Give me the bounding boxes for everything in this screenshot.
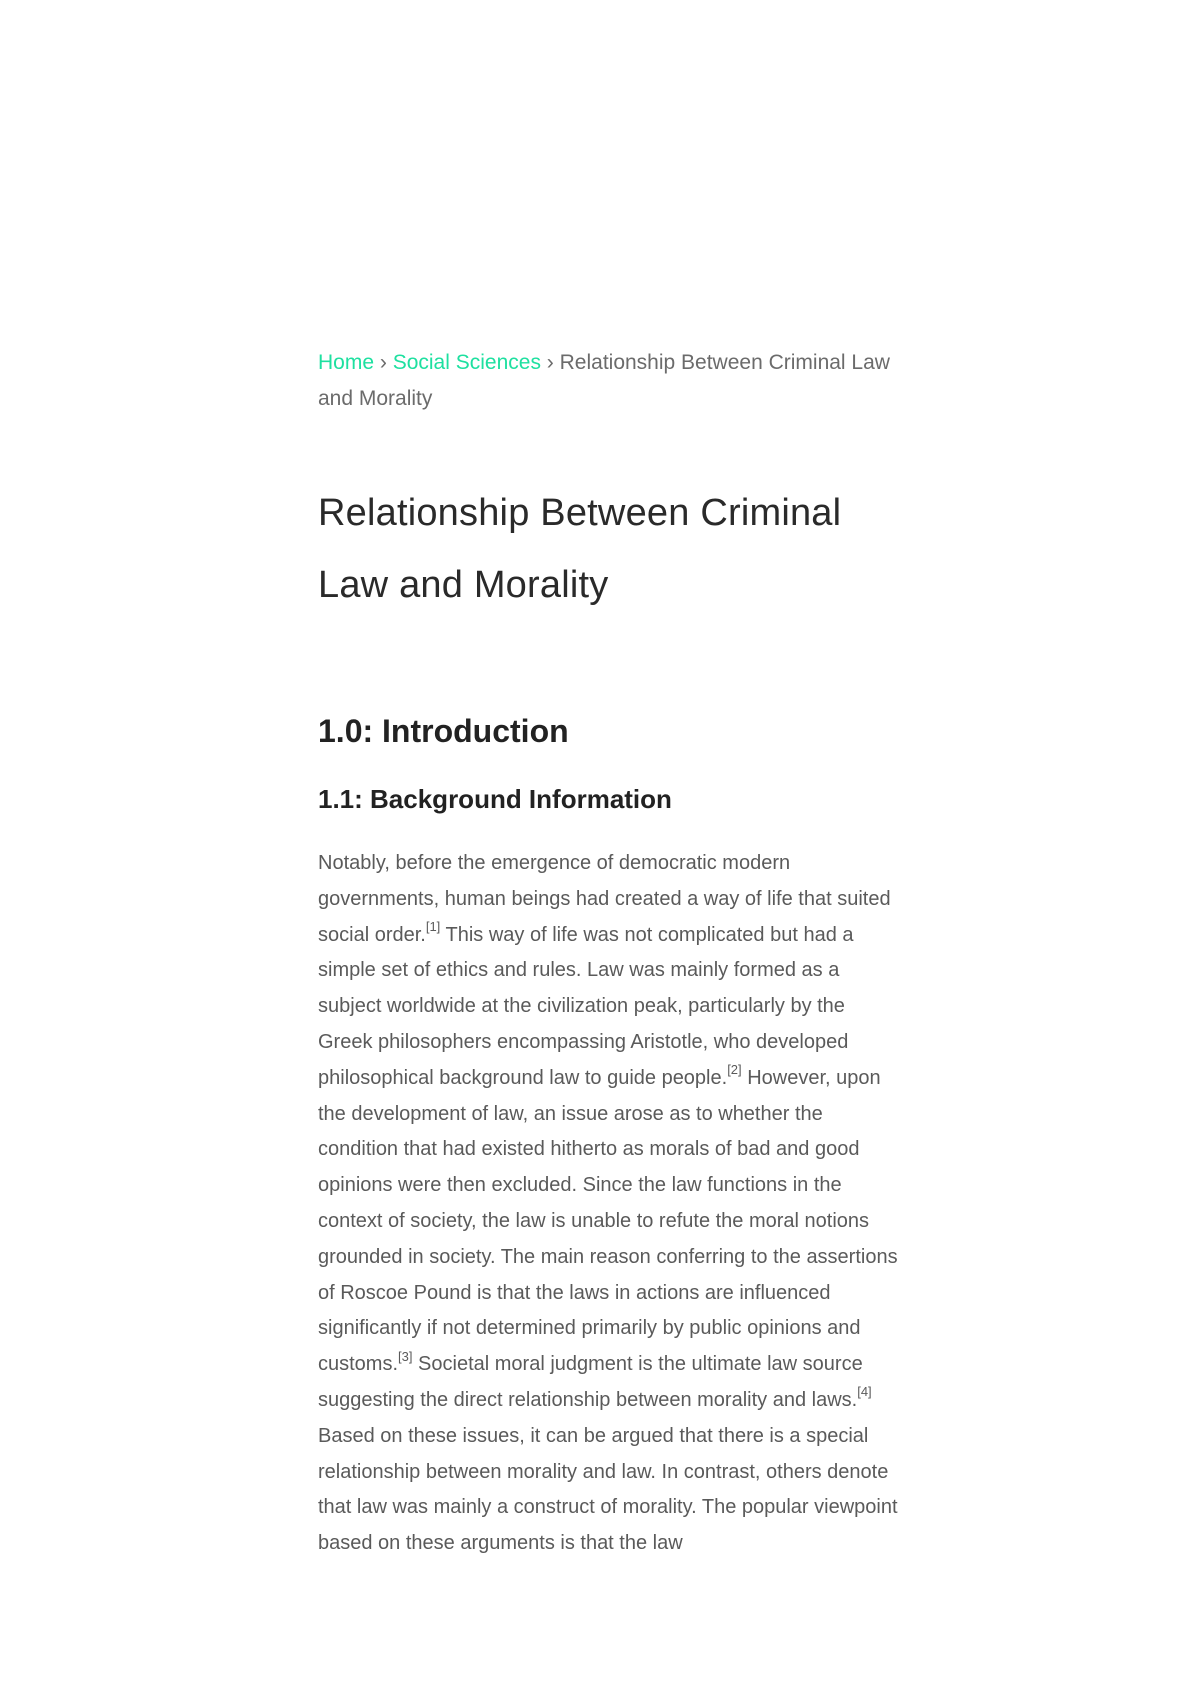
intro-paragraph: [318, 846, 898, 1562]
paragraph-text: However, upon the development of law, an issue arose as to whether the condition that had existed hitherto as morals of bad and good opinions were then excluded. Since the law functions in the context of society, the law is unable to refute the moral notions grounded in society. The main reason conferring to the assertions of Roscoe Pound is that the laws in actions are influenced significantly if not determined primarily by public opinions and customs.: [318, 1066, 898, 1376]
article: [318, 345, 898, 1562]
breadcrumb-separator: ›: [379, 351, 393, 374]
footnote-ref-1[interactable]: [1]: [425, 918, 441, 934]
section-heading-introduction: 1.0: Introduction: [318, 713, 569, 749]
breadcrumb-category-link[interactable]: Social Sciences: [392, 351, 541, 374]
footnote-ref-3[interactable]: [3]: [398, 1348, 413, 1364]
paragraph-text: This way of life was not complicated but had a simple set of ethics and rules. Law was mainly formed as a subject worldwide at the civilization peak, particularly by the Greek philosophers encompassing Aristotle, who developed philosophical background law to guide people.: [318, 923, 854, 1089]
breadcrumb-separator: ›: [546, 351, 560, 374]
footnote-ref-2[interactable]: [2]: [727, 1062, 742, 1078]
paragraph-text: Based on these issues, it can be argued that there is a special relationship between morality and law. In contrast, others denote that law was mainly a construct of morality. The popular viewpoint based on these arguments is that the law: [318, 1424, 898, 1555]
breadcrumb: [318, 345, 898, 417]
page-title: Relationship Between Criminal Law and Morality: [318, 492, 842, 606]
paragraph-text: Notably, before the emergence of democratic modern governments, human beings had created a way of life that suited social order.: [318, 852, 891, 946]
subsection-heading-background: 1.1: Background Information: [318, 784, 672, 814]
paragraph-text: Societal moral judgment is the ultimate law source suggesting the direct relationship between morality and laws.: [318, 1353, 863, 1411]
breadcrumb-home-link[interactable]: Home: [318, 351, 375, 374]
breadcrumb-current: Relationship Between Criminal Law and Morality: [318, 351, 890, 410]
footnote-ref-4[interactable]: [4]: [857, 1384, 872, 1400]
